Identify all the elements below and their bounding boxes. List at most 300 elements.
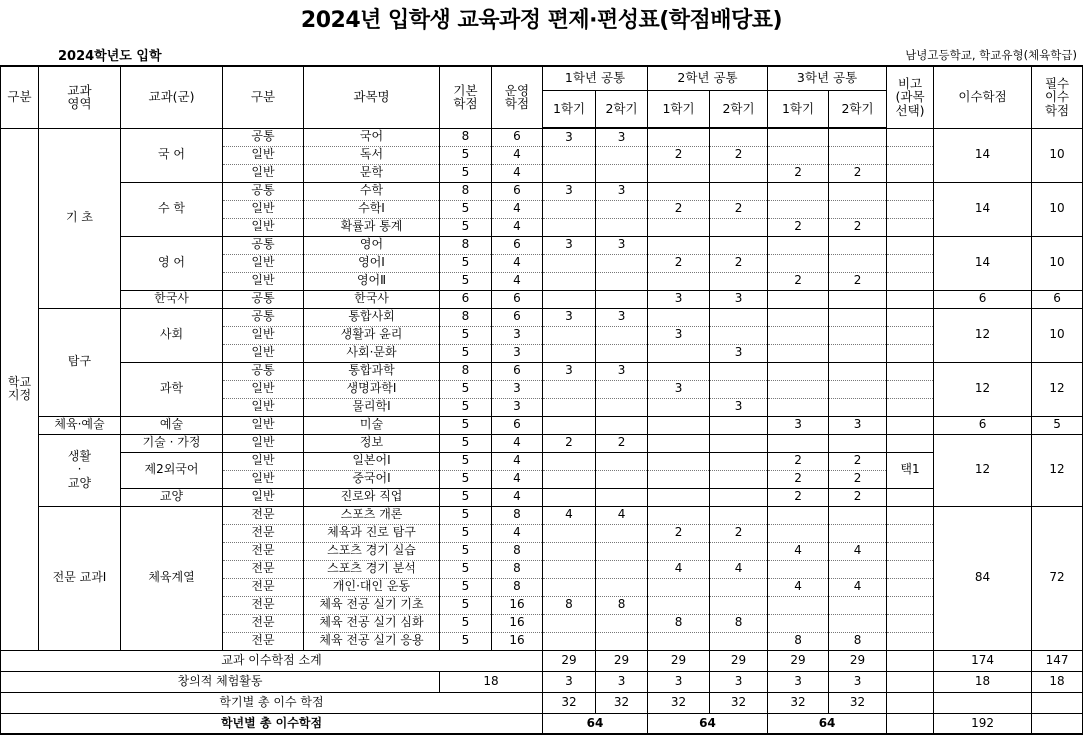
semester-credits	[768, 560, 829, 578]
semester-credits: 3	[710, 290, 768, 308]
note-cell	[887, 692, 934, 713]
semester-credits: 2	[710, 524, 768, 542]
semester-credits: 3	[596, 362, 648, 380]
oper-credits: 8	[492, 542, 543, 560]
group-label: 교양	[121, 488, 223, 506]
base-credits: 5	[440, 632, 492, 650]
required-total: 18	[1032, 671, 1083, 692]
note-cell	[887, 164, 934, 182]
header-sem: 1학기	[648, 90, 710, 128]
required-total: 5	[1032, 416, 1083, 434]
semester-credits: 3	[829, 671, 887, 692]
subject-type: 전문	[223, 632, 304, 650]
subject-name: 영어Ⅱ	[304, 272, 440, 290]
table-row	[1, 506, 1083, 524]
school-info: 남녕고등학교, 학교유형(체육학급)	[905, 48, 1077, 62]
semester-credits	[768, 326, 829, 344]
subject-type: 일반	[223, 272, 304, 290]
note-cell	[887, 488, 934, 506]
group-label: 과학	[121, 362, 223, 416]
subject-name: 스포츠 경기 분석	[304, 560, 440, 578]
semester-credits	[829, 362, 887, 380]
semester-credits	[829, 290, 887, 308]
subject-type: 전문	[223, 578, 304, 596]
note-cell	[887, 362, 934, 380]
base-credits: 5	[440, 506, 492, 524]
note-cell	[887, 272, 934, 290]
semester-credits	[543, 614, 596, 632]
base-credits: 5	[440, 272, 492, 290]
semester-credits	[596, 560, 648, 578]
credits-total: 84	[934, 506, 1032, 650]
semester-credits	[648, 308, 710, 326]
credits-total: 192	[934, 713, 1032, 734]
note-cell	[887, 398, 934, 416]
semester-credits: 8	[829, 632, 887, 650]
semester-credits: 3	[543, 671, 596, 692]
semester-credits	[543, 470, 596, 488]
year-credits: 64	[768, 713, 887, 734]
semester-credits: 29	[543, 650, 596, 671]
credits-total: 12	[934, 434, 1032, 506]
base-credits: 8	[440, 128, 492, 146]
semester-credits	[768, 254, 829, 272]
base-credits: 5	[440, 470, 492, 488]
subject-type: 일반	[223, 398, 304, 416]
semester-credits	[710, 470, 768, 488]
table-row	[1, 182, 1083, 200]
oper-credits: 3	[492, 398, 543, 416]
curriculum-table	[0, 65, 1083, 735]
base-credits: 5	[440, 542, 492, 560]
subject-name: 스포츠 개론	[304, 506, 440, 524]
note-cell	[887, 308, 934, 326]
semester-credits	[648, 596, 710, 614]
semester-credits: 4	[768, 578, 829, 596]
semester-credits: 2	[768, 164, 829, 182]
semester-credits: 3	[596, 182, 648, 200]
subject-type: 일반	[223, 218, 304, 236]
semester-credits: 4	[596, 506, 648, 524]
subject-type: 전문	[223, 542, 304, 560]
semester-credits: 4	[768, 542, 829, 560]
note-cell	[887, 416, 934, 434]
oper-credits: 3	[492, 380, 543, 398]
oper-credits: 4	[492, 524, 543, 542]
header-sem: 2학기	[710, 90, 768, 128]
header-oper-credits: 운영 학점	[492, 66, 543, 128]
semester-credits: 8	[648, 614, 710, 632]
subject-name: 수학Ⅰ	[304, 200, 440, 218]
subject-name: 영어Ⅰ	[304, 254, 440, 272]
semester-credits	[710, 362, 768, 380]
oper-credits: 16	[492, 614, 543, 632]
header-group: 교과(군)	[121, 66, 223, 128]
oper-credits: 4	[492, 218, 543, 236]
subject-name: 통합과학	[304, 362, 440, 380]
subject-type: 일반	[223, 146, 304, 164]
subject-type: 공통	[223, 362, 304, 380]
subject-name: 체육 전공 실기 심화	[304, 614, 440, 632]
semester-credits: 32	[768, 692, 829, 713]
area-label: 탐구	[39, 308, 121, 416]
summary-label: 학년별 총 이수학점	[1, 713, 543, 734]
semester-credits	[648, 128, 710, 146]
group-label: 예술	[121, 416, 223, 434]
semester-credits	[768, 182, 829, 200]
semester-credits	[710, 272, 768, 290]
base-credits: 8	[440, 362, 492, 380]
semester-credits: 32	[829, 692, 887, 713]
oper-credits: 16	[492, 596, 543, 614]
table-row	[1, 236, 1083, 254]
base-credits: 5	[440, 254, 492, 272]
group-label: 제2외국어	[121, 452, 223, 488]
semester-credits	[768, 146, 829, 164]
oper-credits: 8	[492, 560, 543, 578]
semester-credits	[543, 578, 596, 596]
semester-credits	[543, 452, 596, 470]
base-credits: 5	[440, 452, 492, 470]
area-label: 생활 · 교양	[39, 434, 121, 506]
subject-name: 개인·대인 운동	[304, 578, 440, 596]
semester-credits	[648, 182, 710, 200]
table-row	[1, 452, 1083, 470]
subject-type: 일반	[223, 200, 304, 218]
header-sem: 2학기	[596, 90, 648, 128]
semester-credits: 3	[648, 380, 710, 398]
semester-credits: 32	[543, 692, 596, 713]
subject-name: 진로와 직업	[304, 488, 440, 506]
base-credits: 5	[440, 164, 492, 182]
semester-credits	[648, 632, 710, 650]
base-credits: 5	[440, 524, 492, 542]
subject-name: 영어	[304, 236, 440, 254]
semester-credits	[829, 236, 887, 254]
required-total: 10	[1032, 182, 1083, 236]
base-credits: 5	[440, 218, 492, 236]
semester-credits	[829, 308, 887, 326]
semester-credits	[768, 308, 829, 326]
semester-credits	[829, 398, 887, 416]
semester-credits	[648, 470, 710, 488]
semester-credits	[710, 128, 768, 146]
required-total: 10	[1032, 128, 1083, 182]
note-cell	[887, 578, 934, 596]
base-credits: 5	[440, 344, 492, 362]
semester-credits: 29	[768, 650, 829, 671]
semester-credits	[543, 272, 596, 290]
semester-credits: 3	[543, 308, 596, 326]
semester-credits	[768, 614, 829, 632]
summary-label: 교과 이수학점 소계	[1, 650, 543, 671]
subject-type: 공통	[223, 182, 304, 200]
semester-credits	[648, 272, 710, 290]
semester-credits: 3	[710, 671, 768, 692]
semester-credits: 2	[829, 272, 887, 290]
note-cell	[887, 128, 934, 146]
semester-credits: 2	[768, 272, 829, 290]
oper-credits: 3	[492, 326, 543, 344]
semester-credits	[710, 182, 768, 200]
semester-credits	[768, 200, 829, 218]
semester-credits	[768, 344, 829, 362]
semester-total-row	[1, 692, 1083, 713]
semester-credits	[648, 344, 710, 362]
base-credits: 6	[440, 290, 492, 308]
required-total	[1032, 713, 1083, 734]
semester-credits	[768, 434, 829, 452]
subject-name: 한국사	[304, 290, 440, 308]
semester-credits	[648, 164, 710, 182]
semester-credits: 3	[648, 326, 710, 344]
semester-credits: 2	[648, 146, 710, 164]
semester-credits: 3	[543, 362, 596, 380]
subject-type: 일반	[223, 488, 304, 506]
summary-label: 학기별 총 이수 학점	[1, 692, 543, 713]
semester-credits	[710, 488, 768, 506]
semester-credits	[710, 506, 768, 524]
subject-type: 일반	[223, 416, 304, 434]
subject-name: 생명과학Ⅰ	[304, 380, 440, 398]
semester-credits	[768, 128, 829, 146]
subject-type: 일반	[223, 434, 304, 452]
semester-credits: 2	[768, 470, 829, 488]
note-cell	[887, 713, 934, 734]
base-credits: 5	[440, 434, 492, 452]
subject-type: 일반	[223, 326, 304, 344]
semester-credits	[543, 146, 596, 164]
header-sem: 1학기	[543, 90, 596, 128]
oper-credits: 4	[492, 452, 543, 470]
semester-credits	[829, 524, 887, 542]
base-credits: 5	[440, 398, 492, 416]
note-cell	[887, 326, 934, 344]
semester-credits	[710, 164, 768, 182]
base-credits: 8	[440, 308, 492, 326]
summary-label: 창의적 체험활동	[1, 671, 440, 692]
note-cell	[887, 380, 934, 398]
subject-type: 전문	[223, 524, 304, 542]
credits-total: 14	[934, 182, 1032, 236]
semester-credits	[710, 416, 768, 434]
base-credits: 5	[440, 146, 492, 164]
semester-credits: 2	[829, 470, 887, 488]
area-label: 체육·예술	[39, 416, 121, 434]
subject-name: 수학	[304, 182, 440, 200]
note-select: 택1	[887, 452, 934, 488]
subject-name: 사회·문화	[304, 344, 440, 362]
semester-credits	[768, 290, 829, 308]
semester-credits	[710, 326, 768, 344]
semester-credits	[543, 164, 596, 182]
semester-credits: 4	[710, 560, 768, 578]
semester-credits: 29	[710, 650, 768, 671]
semester-credits: 2	[648, 524, 710, 542]
subject-type: 일반	[223, 164, 304, 182]
subject-name: 문학	[304, 164, 440, 182]
semester-credits	[710, 434, 768, 452]
semester-credits	[829, 614, 887, 632]
subject-name: 중국어Ⅰ	[304, 470, 440, 488]
note-cell	[887, 560, 934, 578]
oper-credits: 6	[492, 128, 543, 146]
semester-credits: 8	[596, 596, 648, 614]
note-cell	[887, 200, 934, 218]
oper-credits: 6	[492, 236, 543, 254]
semester-credits	[648, 416, 710, 434]
semester-credits: 4	[648, 560, 710, 578]
semester-credits	[543, 632, 596, 650]
semester-credits: 3	[596, 128, 648, 146]
required-total: 12	[1032, 362, 1083, 416]
semester-credits	[710, 632, 768, 650]
subject-name: 일본어Ⅰ	[304, 452, 440, 470]
oper-credits: 6	[492, 362, 543, 380]
semester-credits: 4	[829, 578, 887, 596]
semester-credits	[648, 452, 710, 470]
semester-credits: 29	[648, 650, 710, 671]
semester-credits	[648, 218, 710, 236]
oper-credits: 6	[492, 308, 543, 326]
header-grade3: 3학년 공통	[768, 66, 887, 90]
subject-name: 체육 전공 실기 응용	[304, 632, 440, 650]
base-credits: 5	[440, 596, 492, 614]
semester-credits: 29	[829, 650, 887, 671]
semester-credits: 4	[829, 542, 887, 560]
subject-type: 공통	[223, 290, 304, 308]
semester-credits	[768, 398, 829, 416]
semester-credits	[648, 578, 710, 596]
table-row	[1, 434, 1083, 452]
semester-credits	[543, 416, 596, 434]
semester-credits: 2	[710, 200, 768, 218]
semester-credits	[710, 380, 768, 398]
semester-credits	[596, 218, 648, 236]
semester-credits: 3	[648, 290, 710, 308]
note-cell	[887, 671, 934, 692]
semester-credits	[596, 632, 648, 650]
semester-credits	[543, 344, 596, 362]
semester-credits	[829, 434, 887, 452]
semester-credits	[829, 200, 887, 218]
semester-credits: 2	[768, 488, 829, 506]
semester-credits	[648, 236, 710, 254]
subject-type: 일반	[223, 470, 304, 488]
semester-credits: 3	[768, 416, 829, 434]
oper-credits: 4	[492, 164, 543, 182]
oper-credits: 6	[492, 416, 543, 434]
semester-credits: 32	[596, 692, 648, 713]
semester-credits	[596, 416, 648, 434]
semester-credits: 2	[648, 254, 710, 272]
semester-credits: 2	[768, 452, 829, 470]
note-cell	[887, 650, 934, 671]
subject-type: 공통	[223, 308, 304, 326]
table-row	[1, 290, 1083, 308]
semester-credits	[543, 200, 596, 218]
credits-total: 12	[934, 308, 1032, 362]
credits-total	[934, 692, 1032, 713]
note-cell	[887, 254, 934, 272]
semester-credits: 3	[543, 236, 596, 254]
required-total: 72	[1032, 506, 1083, 650]
semester-credits: 8	[543, 596, 596, 614]
header-credits: 이수학점	[934, 66, 1032, 128]
semester-credits	[596, 326, 648, 344]
year-credits: 64	[543, 713, 648, 734]
semester-credits: 3	[648, 671, 710, 692]
subject-type: 일반	[223, 254, 304, 272]
note-cell	[887, 344, 934, 362]
subject-type: 일반	[223, 452, 304, 470]
semester-credits	[543, 398, 596, 416]
required-total: 12	[1032, 434, 1083, 506]
note-cell	[887, 236, 934, 254]
note-cell	[887, 290, 934, 308]
subject-name: 통합사회	[304, 308, 440, 326]
semester-credits	[768, 236, 829, 254]
note-cell	[887, 596, 934, 614]
semester-credits: 2	[710, 254, 768, 272]
semester-credits	[829, 380, 887, 398]
semester-credits: 4	[543, 506, 596, 524]
header-required: 필수 이수 학점	[1032, 66, 1083, 128]
semester-credits: 2	[829, 452, 887, 470]
semester-credits	[829, 128, 887, 146]
area-label: 기 초	[39, 128, 121, 308]
semester-credits	[710, 452, 768, 470]
base-credits: 5	[440, 416, 492, 434]
oper-credits: 4	[492, 200, 543, 218]
semester-credits: 29	[596, 650, 648, 671]
semester-credits	[596, 524, 648, 542]
subject-type: 일반	[223, 380, 304, 398]
base-credits: 8	[440, 236, 492, 254]
division-label: 학교 지정	[1, 128, 39, 650]
note-cell	[887, 146, 934, 164]
header-division: 구분	[1, 66, 39, 128]
credits-total: 6	[934, 290, 1032, 308]
semester-credits	[596, 614, 648, 632]
oper-credits: 6	[492, 290, 543, 308]
subject-type: 공통	[223, 236, 304, 254]
header-sem: 1학기	[768, 90, 829, 128]
note-cell	[887, 524, 934, 542]
semester-credits	[829, 182, 887, 200]
base-credits: 5	[440, 488, 492, 506]
table-row	[1, 416, 1083, 434]
required-total: 10	[1032, 308, 1083, 362]
year-credits: 64	[648, 713, 768, 734]
header-grade1: 1학년 공통	[543, 66, 648, 90]
required-total: 147	[1032, 650, 1083, 671]
group-label: 국 어	[121, 128, 223, 182]
semester-credits: 3	[710, 344, 768, 362]
semester-credits	[829, 344, 887, 362]
semester-credits: 3	[543, 182, 596, 200]
oper-credits: 3	[492, 344, 543, 362]
subject-type: 공통	[223, 128, 304, 146]
oper-credits: 18	[440, 671, 543, 692]
semester-credits	[710, 218, 768, 236]
semester-credits	[543, 524, 596, 542]
semester-credits	[543, 218, 596, 236]
semester-credits: 3	[596, 671, 648, 692]
base-credits: 5	[440, 578, 492, 596]
area-label: 전문 교과Ⅰ	[39, 506, 121, 650]
table-row	[1, 128, 1083, 146]
